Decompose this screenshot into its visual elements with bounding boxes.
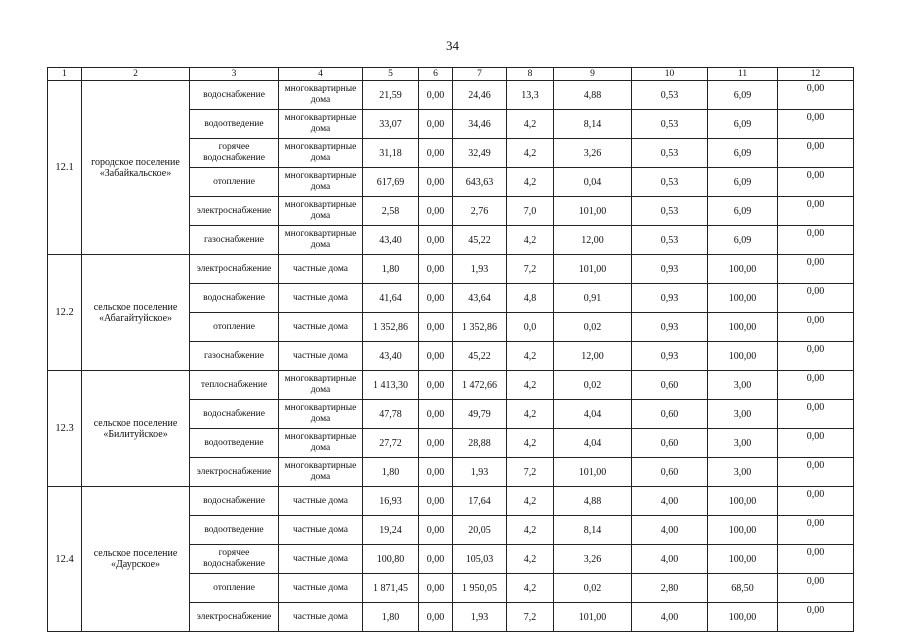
table-row — [48, 81, 854, 110]
service-cell: электроснабжение — [190, 197, 279, 226]
value-cell-5: 1 352,86 — [363, 313, 419, 342]
value-cell-9: 0,02 — [554, 574, 632, 603]
service-cell: газоснабжение — [190, 342, 279, 371]
value-cell-10: 2,80 — [632, 574, 708, 603]
value-cell-11: 3,00 — [708, 371, 778, 400]
value-cell-10: 4,00 — [632, 603, 708, 632]
value-cell-8: 0,0 — [507, 313, 554, 342]
page-number: 34 — [446, 38, 459, 53]
value-cell-12: 0,00 — [778, 545, 854, 574]
header-cell: 1 — [48, 68, 82, 81]
value-cell-9: 4,88 — [554, 487, 632, 516]
value-cell-6: 0,00 — [419, 139, 453, 168]
value-cell-12: 0,00 — [778, 168, 854, 197]
value-cell-7: 24,46 — [453, 81, 507, 110]
value-cell-7: 1,93 — [453, 255, 507, 284]
settlement-name: городское поселение «Забайкальское» — [82, 81, 190, 255]
house-type-cell: многоквартирные дома — [279, 429, 363, 458]
value-cell-11: 100,00 — [708, 545, 778, 574]
house-type-cell: частные дома — [279, 603, 363, 632]
value-cell-11: 3,00 — [708, 429, 778, 458]
value-cell-5: 43,40 — [363, 226, 419, 255]
table-row — [48, 255, 854, 284]
value-cell-6: 0,00 — [419, 400, 453, 429]
value-cell-6: 0,00 — [419, 226, 453, 255]
value-cell-8: 4,2 — [507, 110, 554, 139]
house-type-cell: частные дома — [279, 545, 363, 574]
value-cell-5: 33,07 — [363, 110, 419, 139]
house-type-cell: многоквартирные дома — [279, 81, 363, 110]
value-cell-8: 4,2 — [507, 139, 554, 168]
group-number: 12.3 — [48, 371, 82, 487]
value-cell-8: 7,2 — [507, 255, 554, 284]
value-cell-11: 100,00 — [708, 603, 778, 632]
value-cell-12: 0,00 — [778, 371, 854, 400]
house-type-cell: частные дома — [279, 487, 363, 516]
value-cell-5: 100,80 — [363, 545, 419, 574]
tariff-table — [47, 67, 854, 632]
value-cell-12: 0,00 — [778, 110, 854, 139]
value-cell-12: 0,00 — [778, 429, 854, 458]
value-cell-5: 1,80 — [363, 255, 419, 284]
house-type-cell: многоквартирные дома — [279, 458, 363, 487]
value-cell-9: 101,00 — [554, 255, 632, 284]
value-cell-5: 16,93 — [363, 487, 419, 516]
header-cell: 10 — [632, 68, 708, 81]
value-cell-10: 0,93 — [632, 255, 708, 284]
value-cell-5: 27,72 — [363, 429, 419, 458]
value-cell-8: 4,2 — [507, 400, 554, 429]
value-cell-6: 0,00 — [419, 429, 453, 458]
value-cell-12: 0,00 — [778, 400, 854, 429]
value-cell-9: 4,88 — [554, 81, 632, 110]
value-cell-9: 4,04 — [554, 429, 632, 458]
value-cell-6: 0,00 — [419, 284, 453, 313]
value-cell-5: 1,80 — [363, 458, 419, 487]
value-cell-12: 0,00 — [778, 458, 854, 487]
header-cell: 4 — [279, 68, 363, 81]
header-cell: 3 — [190, 68, 279, 81]
table-row — [48, 487, 854, 516]
value-cell-9: 0,02 — [554, 371, 632, 400]
value-cell-6: 0,00 — [419, 516, 453, 545]
header-cell: 7 — [453, 68, 507, 81]
service-cell: отопление — [190, 313, 279, 342]
value-cell-7: 1,93 — [453, 603, 507, 632]
value-cell-6: 0,00 — [419, 342, 453, 371]
value-cell-10: 0,53 — [632, 110, 708, 139]
value-cell-11: 68,50 — [708, 574, 778, 603]
header-cell: 2 — [82, 68, 190, 81]
value-cell-11: 3,00 — [708, 400, 778, 429]
value-cell-5: 1 871,45 — [363, 574, 419, 603]
value-cell-7: 1 352,86 — [453, 313, 507, 342]
value-cell-6: 0,00 — [419, 371, 453, 400]
value-cell-12: 0,00 — [778, 313, 854, 342]
value-cell-12: 0,00 — [778, 226, 854, 255]
value-cell-10: 0,60 — [632, 371, 708, 400]
service-cell: водоснабжение — [190, 487, 279, 516]
value-cell-12: 0,00 — [778, 139, 854, 168]
service-cell: отопление — [190, 168, 279, 197]
settlement-name: сельское поселение «Даурское» — [82, 487, 190, 632]
service-cell: водоотведение — [190, 110, 279, 139]
value-cell-12: 0,00 — [778, 516, 854, 545]
service-cell: водоснабжение — [190, 81, 279, 110]
value-cell-7: 45,22 — [453, 226, 507, 255]
value-cell-8: 4,8 — [507, 284, 554, 313]
group-number: 12.1 — [48, 81, 82, 255]
value-cell-11: 6,09 — [708, 81, 778, 110]
value-cell-12: 0,00 — [778, 603, 854, 632]
value-cell-8: 7,2 — [507, 603, 554, 632]
header-cell: 11 — [708, 68, 778, 81]
value-cell-6: 0,00 — [419, 313, 453, 342]
value-cell-7: 34,46 — [453, 110, 507, 139]
house-type-cell: частные дома — [279, 342, 363, 371]
value-cell-10: 0,53 — [632, 81, 708, 110]
value-cell-9: 0,02 — [554, 313, 632, 342]
value-cell-10: 0,53 — [632, 168, 708, 197]
value-cell-8: 7,2 — [507, 458, 554, 487]
service-cell: водоснабжение — [190, 400, 279, 429]
value-cell-8: 4,2 — [507, 371, 554, 400]
value-cell-9: 4,04 — [554, 400, 632, 429]
value-cell-9: 101,00 — [554, 458, 632, 487]
group-number: 12.4 — [48, 487, 82, 632]
value-cell-5: 21,59 — [363, 81, 419, 110]
table-row — [48, 371, 854, 400]
value-cell-5: 2,58 — [363, 197, 419, 226]
value-cell-12: 0,00 — [778, 574, 854, 603]
value-cell-9: 12,00 — [554, 342, 632, 371]
service-cell: отопление — [190, 574, 279, 603]
value-cell-10: 0,93 — [632, 342, 708, 371]
house-type-cell: частные дома — [279, 284, 363, 313]
header-row — [48, 68, 854, 81]
value-cell-6: 0,00 — [419, 81, 453, 110]
value-cell-12: 0,00 — [778, 197, 854, 226]
value-cell-8: 4,2 — [507, 342, 554, 371]
value-cell-5: 1 413,30 — [363, 371, 419, 400]
value-cell-11: 100,00 — [708, 313, 778, 342]
value-cell-12: 0,00 — [778, 81, 854, 110]
value-cell-5: 41,64 — [363, 284, 419, 313]
value-cell-12: 0,00 — [778, 487, 854, 516]
value-cell-9: 101,00 — [554, 197, 632, 226]
service-cell: теплоснабжение — [190, 371, 279, 400]
value-cell-12: 0,00 — [778, 342, 854, 371]
value-cell-10: 4,00 — [632, 545, 708, 574]
value-cell-7: 105,03 — [453, 545, 507, 574]
value-cell-11: 100,00 — [708, 284, 778, 313]
settlement-name: сельское поселение «Абагайтуйское» — [82, 255, 190, 371]
service-cell: электроснабжение — [190, 458, 279, 487]
value-cell-7: 20,05 — [453, 516, 507, 545]
value-cell-12: 0,00 — [778, 284, 854, 313]
value-cell-7: 1 950,05 — [453, 574, 507, 603]
house-type-cell: частные дома — [279, 516, 363, 545]
value-cell-10: 0,93 — [632, 284, 708, 313]
value-cell-8: 13,3 — [507, 81, 554, 110]
house-type-cell: частные дома — [279, 255, 363, 284]
value-cell-6: 0,00 — [419, 545, 453, 574]
value-cell-9: 3,26 — [554, 545, 632, 574]
value-cell-8: 4,2 — [507, 487, 554, 516]
value-cell-11: 100,00 — [708, 342, 778, 371]
value-cell-7: 2,76 — [453, 197, 507, 226]
house-type-cell: многоквартирные дома — [279, 197, 363, 226]
value-cell-7: 643,63 — [453, 168, 507, 197]
value-cell-11: 100,00 — [708, 255, 778, 284]
value-cell-10: 4,00 — [632, 516, 708, 545]
house-type-cell: частные дома — [279, 313, 363, 342]
value-cell-6: 0,00 — [419, 603, 453, 632]
value-cell-11: 100,00 — [708, 516, 778, 545]
value-cell-7: 43,64 — [453, 284, 507, 313]
value-cell-5: 19,24 — [363, 516, 419, 545]
service-cell: газоснабжение — [190, 226, 279, 255]
value-cell-6: 0,00 — [419, 110, 453, 139]
value-cell-6: 0,00 — [419, 255, 453, 284]
house-type-cell: многоквартирные дома — [279, 226, 363, 255]
header-cell: 12 — [778, 68, 854, 81]
value-cell-5: 31,18 — [363, 139, 419, 168]
header-cell: 6 — [419, 68, 453, 81]
house-type-cell: частные дома — [279, 574, 363, 603]
value-cell-8: 4,2 — [507, 226, 554, 255]
value-cell-10: 0,60 — [632, 400, 708, 429]
service-cell: электроснабжение — [190, 255, 279, 284]
value-cell-6: 0,00 — [419, 487, 453, 516]
value-cell-5: 43,40 — [363, 342, 419, 371]
house-type-cell: многоквартирные дома — [279, 400, 363, 429]
value-cell-9: 101,00 — [554, 603, 632, 632]
service-cell: водоотведение — [190, 516, 279, 545]
value-cell-12: 0,00 — [778, 255, 854, 284]
group-number: 12.2 — [48, 255, 82, 371]
value-cell-7: 28,88 — [453, 429, 507, 458]
service-cell: горячее водоснабжение — [190, 139, 279, 168]
value-cell-8: 7,0 — [507, 197, 554, 226]
value-cell-9: 8,14 — [554, 516, 632, 545]
header-cell: 9 — [554, 68, 632, 81]
value-cell-7: 32,49 — [453, 139, 507, 168]
value-cell-6: 0,00 — [419, 197, 453, 226]
table-body — [48, 68, 854, 632]
header-cell: 5 — [363, 68, 419, 81]
value-cell-7: 1 472,66 — [453, 371, 507, 400]
value-cell-8: 4,2 — [507, 516, 554, 545]
value-cell-9: 0,04 — [554, 168, 632, 197]
house-type-cell: многоквартирные дома — [279, 110, 363, 139]
value-cell-10: 0,93 — [632, 313, 708, 342]
value-cell-10: 0,53 — [632, 197, 708, 226]
value-cell-5: 47,78 — [363, 400, 419, 429]
service-cell: водоснабжение — [190, 284, 279, 313]
value-cell-10: 0,60 — [632, 458, 708, 487]
header-cell: 8 — [507, 68, 554, 81]
house-type-cell: многоквартирные дома — [279, 139, 363, 168]
value-cell-11: 6,09 — [708, 197, 778, 226]
service-cell: горячее водоснабжение — [190, 545, 279, 574]
value-cell-11: 6,09 — [708, 139, 778, 168]
value-cell-10: 4,00 — [632, 487, 708, 516]
value-cell-6: 0,00 — [419, 574, 453, 603]
value-cell-9: 12,00 — [554, 226, 632, 255]
service-cell: водоотведение — [190, 429, 279, 458]
value-cell-10: 0,53 — [632, 226, 708, 255]
value-cell-6: 0,00 — [419, 168, 453, 197]
value-cell-7: 1,93 — [453, 458, 507, 487]
value-cell-8: 4,2 — [507, 545, 554, 574]
service-cell: электроснабжение — [190, 603, 279, 632]
value-cell-11: 6,09 — [708, 110, 778, 139]
settlement-name: сельское поселение «Билитуйское» — [82, 371, 190, 487]
value-cell-5: 617,69 — [363, 168, 419, 197]
value-cell-9: 8,14 — [554, 110, 632, 139]
value-cell-7: 49,79 — [453, 400, 507, 429]
value-cell-7: 45,22 — [453, 342, 507, 371]
value-cell-7: 17,64 — [453, 487, 507, 516]
value-cell-8: 4,2 — [507, 574, 554, 603]
house-type-cell: многоквартирные дома — [279, 371, 363, 400]
value-cell-9: 3,26 — [554, 139, 632, 168]
value-cell-8: 4,2 — [507, 429, 554, 458]
value-cell-6: 0,00 — [419, 458, 453, 487]
value-cell-8: 4,2 — [507, 168, 554, 197]
value-cell-5: 1,80 — [363, 603, 419, 632]
house-type-cell: многоквартирные дома — [279, 168, 363, 197]
value-cell-11: 3,00 — [708, 458, 778, 487]
value-cell-11: 100,00 — [708, 487, 778, 516]
value-cell-9: 0,91 — [554, 284, 632, 313]
value-cell-11: 6,09 — [708, 226, 778, 255]
value-cell-10: 0,53 — [632, 139, 708, 168]
value-cell-10: 0,60 — [632, 429, 708, 458]
value-cell-11: 6,09 — [708, 168, 778, 197]
